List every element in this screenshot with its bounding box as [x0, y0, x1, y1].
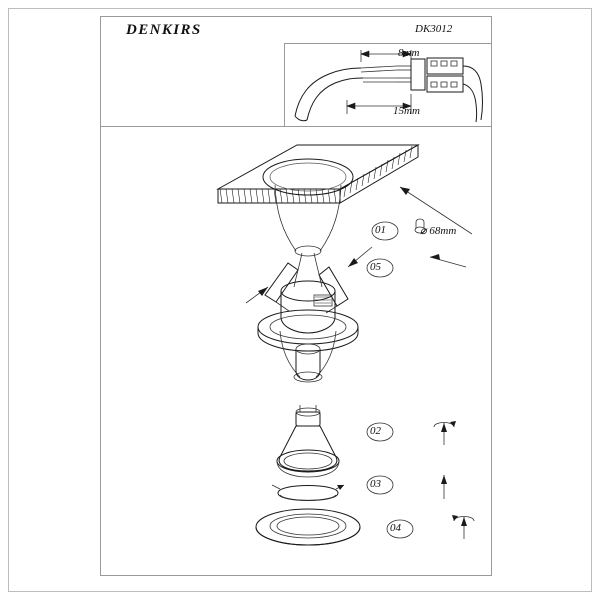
spring-clips-and-housing [265, 253, 348, 333]
rotate-arrow-02 [434, 421, 456, 445]
model-code: DK3012 [415, 23, 453, 35]
ceiling-plate [218, 145, 418, 256]
wire-terminal-detail [284, 43, 492, 127]
retaining-spring-ring [272, 485, 344, 501]
insert-arrow-03 [441, 475, 447, 499]
decorative-outer-ring [256, 509, 360, 545]
hole-diameter-label: ⌀ 68mm [420, 225, 457, 237]
exploded-assembly-drawing [100, 127, 492, 576]
rotate-arrow-04 [452, 515, 474, 539]
dimension-label-8mm: 8mm [398, 47, 420, 59]
brand-logo: DENKIRS [126, 22, 202, 38]
gu10-lamp [277, 405, 339, 477]
callout-leader-05 [430, 254, 466, 267]
callout-03: 03 [370, 478, 381, 490]
callout-01: 01 [375, 224, 386, 236]
callout-02: 02 [370, 425, 381, 437]
dimension-label-15mm: 15mm [393, 105, 420, 117]
fixture-body [258, 310, 358, 382]
callout-05: 05 [370, 261, 381, 273]
callout-04: 04 [390, 522, 401, 534]
